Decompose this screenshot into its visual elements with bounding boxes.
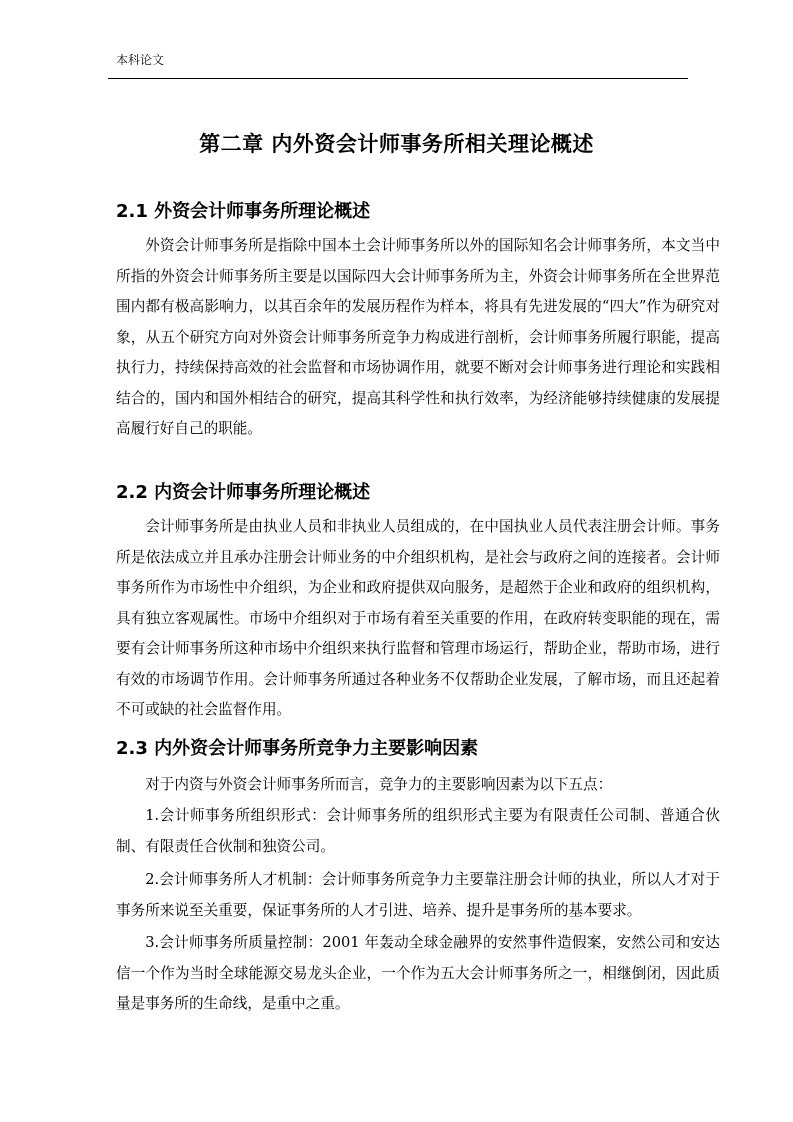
section-heading-2-2: 2.2 内资会计师事务所理论概述 [116,482,371,503]
section-2-3-intro: 对于内资与外资会计师事务所而言，竞争力的主要影响因素为以下五点： [145,776,613,793]
section-heading-2-3: 2.3 内外资会计师事务所竞争力主要影响因素 [116,738,479,759]
section-heading-2-1: 2.1 外资会计师事务所理论概述 [116,201,371,222]
section-2-1-paragraph: 外资会计师事务所是指除中国本土会计师事务所以外的国际知名会计师事务所，本文当中所指的外资会计师事务所主要是以国际四大会计师事务所为主，外资会计师事务所在全世界范围内都有极高影响力，以其百余年的发展历程作为样本，将具有先进发展的“四大”作为研究对象，从五个研究方向对外资会计师事务所竞争力构成进行剖析，会计师事务所履行职能，提高执行力，持续保持高效的社会监督和市场协调作用，就要不断对会计师事务进行理论和实践相结合的，国内和国外相结合的研究，提高其科学性和执行效率，为经济能够持续健康的发展提高履行好自己的职能。 [116,237,720,437]
running-header: 本科论文 [116,53,165,67]
section-2-3-item-3: 3.会计师事务所质量控制：2001 年轰动全球金融界的安然事件造假案，安然公司和安达信一个作为当时全球能源交易龙头企业，一个作为五大会计师事务所之一，相继倒闭，因此质量是事务所的生命线，是重中之重。 [116,934,720,1012]
section-2-3-item-2: 2.会计师事务所人才机制：会计师事务所竞争力主要靠注册会计师的执业，所以人才对于事务所来说至关重要，保证事务所的人才引进、培养、提升是事务所的基本要求。 [116,871,720,919]
section-2-3-item-1: 1.会计师事务所组织形式：会计师事务所的组织形式主要为有限责任公司制、普通合伙制、有限责任合伙制和独资公司。 [116,807,720,855]
section-2-2-paragraph: 会计师事务所是由执业人员和非执业人员组成的，在中国执业人员代表注册会计师。事务所是依法成立并且承办注册会计师业务的中介组织机构，是社会与政府之间的连接者。会计师事务所作为市场性中介组织，为企业和政府提供双向服务，是超然于企业和政府的组织机构，具有独立客观属性。市场中介组织对于市场有着至关重要的作用，在政府转变职能的现在，需要有会计师事务所这种市场中介组织来执行监督和管理市场运行，帮助企业，帮助市场，进行有效的市场调节作用。会计师事务所通过各种业务不仅帮助企业发展，了解市场，而且还起着不可或缺的社会监督作用。 [116,518,720,718]
chapter-title: 第二章 内外资会计师事务所相关理论概述 [199,132,594,156]
header-divider [108,78,688,79]
